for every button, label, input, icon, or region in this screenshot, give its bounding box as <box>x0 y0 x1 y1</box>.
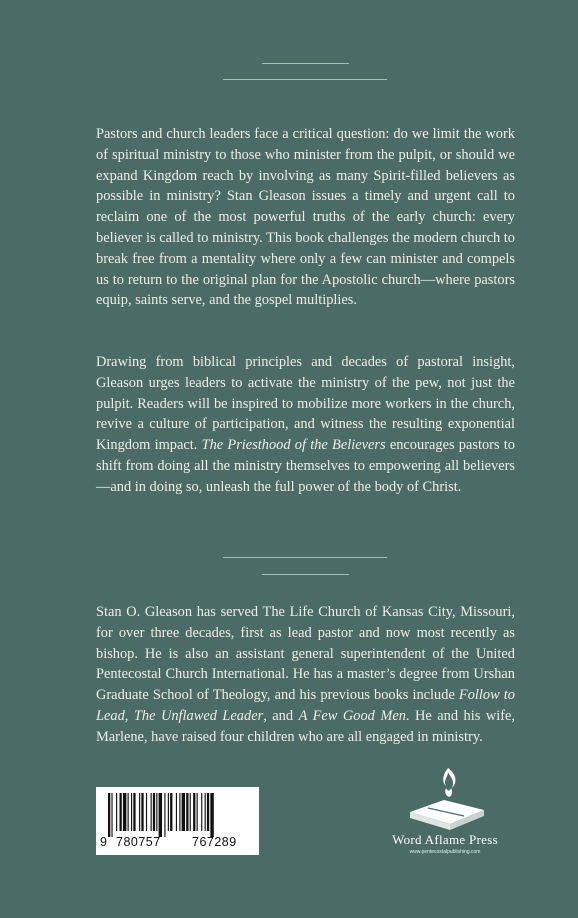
barcode-bar <box>139 793 140 831</box>
publisher-logo <box>372 766 518 856</box>
barcode-bar <box>116 793 117 831</box>
barcode-bar <box>111 793 112 837</box>
barcode-bar <box>159 793 162 837</box>
top-rule-long <box>223 79 387 80</box>
bio-text-b: . He and his wife, Marlene, have raised four children who are all engaged in ministry. <box>96 707 516 745</box>
book-title: The Priesthood of the Believers <box>201 437 386 454</box>
bio-book-2: The Unflawed Leader <box>133 707 264 724</box>
barcode-bar <box>197 793 198 831</box>
author-bio <box>96 602 515 748</box>
bio-book-1: Follow to Lead <box>96 687 515 724</box>
barcode-bar <box>176 793 177 831</box>
publisher-name: Word Aflame Press <box>392 832 498 847</box>
barcode-group-1: 780757 <box>116 835 161 849</box>
barcode-bar <box>131 793 132 831</box>
description-paragraph-1: Pastors and church leaders face a critical question: do we limit the work of spiritual ministry to those who minister from the pulpit, or should we expand Kingdom reach by involving as many Spirit-filled believers as possible in ministry? Stan Gleason issues a timely and urgent call to reclaim one of the most powerful truths of the early church: every believer is called to ministry. This book challenges the modern church to break free from a mentality where only a few can minister and compels us to return to the original plan for the Apostolic church—where pastors equip, saints serve, and the gospel multiplies. <box>96 126 515 309</box>
barcode-bar <box>123 793 126 831</box>
isbn-barcode <box>96 787 259 855</box>
book-flame-icon <box>372 766 518 832</box>
barcode-bar <box>170 793 172 831</box>
barcode-digit-lead: 9 <box>100 835 108 849</box>
mid-rule-long <box>223 557 387 558</box>
barcode-bar <box>120 793 122 831</box>
barcode-bar <box>141 793 143 831</box>
barcode-bar <box>151 793 152 831</box>
description-p2-text-b: encourages pastors to shift from doing all the ministry themselves to empowering all believers—and in doing so, unleash the full power of the body of Christ. <box>96 437 515 495</box>
barcode-bar <box>108 793 110 837</box>
barcode-bar <box>182 793 185 831</box>
description-paragraph-2 <box>96 352 515 498</box>
barcode-bar <box>128 793 129 831</box>
bio-sep-1: , <box>124 707 134 724</box>
barcode-bars <box>108 793 248 837</box>
bio-book-3: A Few Good Men <box>298 707 406 724</box>
barcode-bar <box>164 793 165 837</box>
barcode-bar <box>210 793 213 837</box>
mid-rule-short <box>262 574 349 575</box>
barcode-bar <box>168 793 169 831</box>
barcode-bar <box>133 793 135 831</box>
top-rule-short <box>262 63 349 64</box>
bio-sep-2: , and <box>263 707 299 724</box>
barcode-bar <box>156 793 157 831</box>
barcode-bar <box>205 793 206 831</box>
barcode-bar <box>201 793 202 831</box>
barcode-bar <box>207 793 209 831</box>
barcode-bar <box>190 793 191 831</box>
barcode-bar <box>193 793 195 831</box>
barcode-bar <box>179 793 180 831</box>
barcode-bar <box>186 793 188 831</box>
description-p2-text-a: Drawing from biblical principles and decades of pastoral insight, Gleason urges leaders to activate the ministry of the pew, not just the pulpit. Readers will be inspired to mobilize more workers in the church, revive a culture of participation, and witness the resulting exponential Kingdom impact. <box>96 354 515 454</box>
publisher-url: www.pentecostalpublishing.com <box>409 849 481 855</box>
barcode-bar <box>153 793 155 831</box>
barcode-group-2: 767289 <box>192 835 237 849</box>
bio-text-a: Stan O. Gleason has served The Life Church of Kansas City, Missouri, for over three decades, first as lead pastor and now most recently as bishop. He is also an assistant general superintendent of the United Pentecostal Church International. He has a master’s degree from Urshan Graduate School of Theology, and his previous books include <box>96 604 515 704</box>
barcode-bar <box>146 793 147 831</box>
